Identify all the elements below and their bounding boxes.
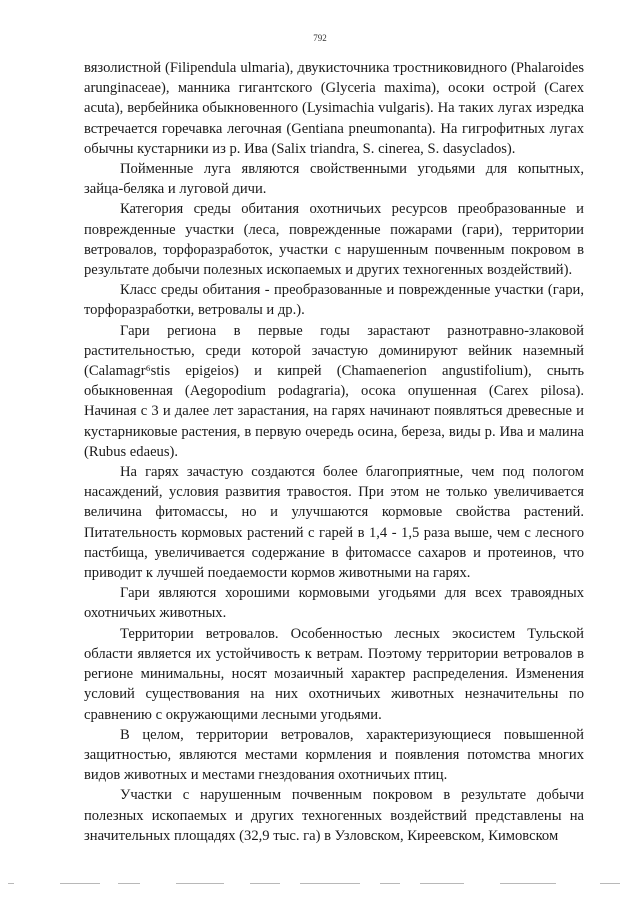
paragraph: Гари являются хорошими кормовыми угодьями для всех травоядных охотничьих животных. [84, 585, 584, 622]
paragraph: В целом, территории ветровалов, характеризующиеся повышенной защитностью, являются местами кормления и появления потомства многих видов животных и местами гнездования охотничьих птиц. [84, 726, 584, 784]
document-body [84, 58, 584, 846]
paragraph: Гари региона в первые годы зарастают разнотравно-злаковой растительностью, среди которой зачастую доминируют вейник наземный (Calamagr⁶stis epigeios) и кипрей (Chamaenerion angustifolium), сныть обыкновенная (Aegopodium podagraria), осока опушенная (Carex pilosa). Начиная с 3 и далее лет зарастания, на гарях начинают появляться древесные и кустарниковые растения, в первую очередь осина, береза, виды р. Ива и малина (Rubus edaeus). [84, 322, 584, 460]
paragraph: На гарях зачастую создаются более благоприятные, чем под пологом насаждений, условия развития травостоя. При этом не только увеличивается величина фитомассы, но и улучшаются кормовые свойства растений. Питательность кормовых растений с гарей в 1,4 - 1,5 раза выше, чем с лесного пастбища, увеличивается содержание в фитомассе сахаров и протеинов, что приводит к лучшей поедаемости кормов животными на гарях. [84, 464, 584, 582]
paragraph: вязолистной (Filipendula ulmaria), двукисточника тростниковидного (Phalaroides arunginaceae), манника гигантского (Glyceria maxima), осоки острой (Carex acuta), вербейника обыкновенного (Lysimachia vulgaris). На таких лугах изредка встречается горечавка легочная (Gentiana pneumonanta). На гигрофитных лугах обычны кустарники из р. Ива (Salix triandra, S. cinerea, S. dasyclados). [84, 60, 584, 157]
paragraph: Класс среды обитания - преобразованные и поврежденные участки (гари, торфоразработки, ветровалы и др.). [84, 282, 584, 319]
paragraph: Участки с нарушенным почвенным покровом в результате добычи полезных ископаемых и других техногенных воздействий представлены на значительных площадях (32,9 тыс. га) в Узловском, Киреевском, Кимовском [84, 787, 584, 844]
paragraph: Пойменные луга являются свойственными угодьями для копытных, зайца-беляка и луговой дичи. [84, 161, 584, 198]
page-number: 792 [313, 33, 327, 43]
paragraph: Территории ветровалов. Особенностью лесных экосистем Тульской области является их устойчивость к ветрам. Поэтому территории ветровалов в регионе минимальны, носят мозаичный характер распределения. Изменения условий существования на них охотничьих животных незначительны по сравнению с окружающими лесными угодьями. [84, 625, 584, 723]
scan-artifact-line [0, 880, 640, 888]
paragraph: Категория среды обитания охотничьих ресурсов преобразованные и поврежденные участки (леса, поврежденные пожарами (гари), территории ветровалов, торфоразработок, участки с нарушенным почвенным покровом в результате добычи полезных ископаемых и других техногенных воздействий). [84, 201, 584, 279]
